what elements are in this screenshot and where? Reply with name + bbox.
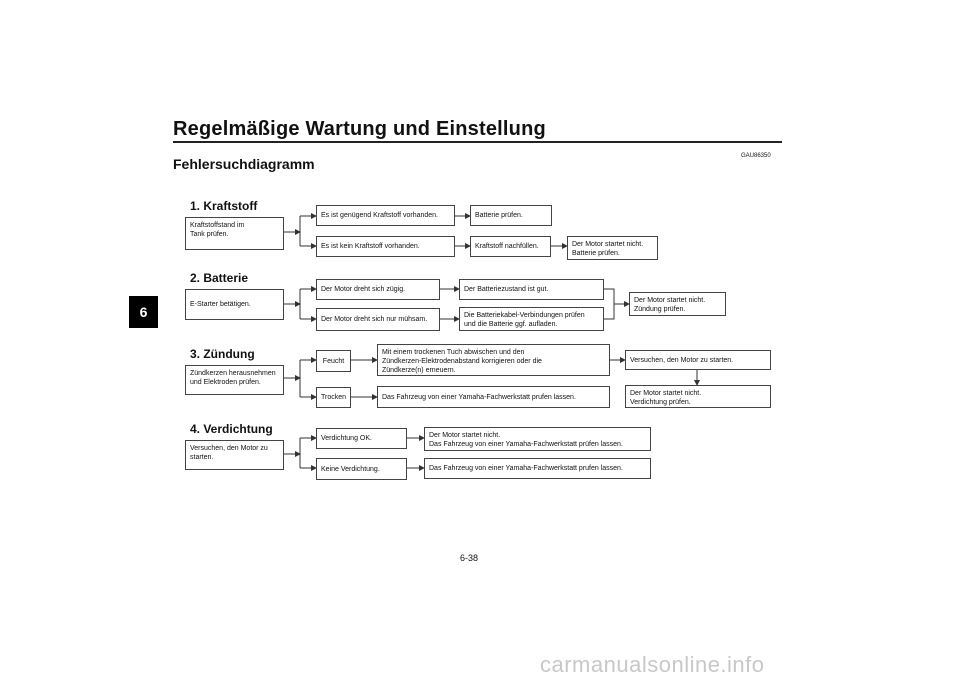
text-line: starten. <box>190 454 214 461</box>
box-label: Kraftstoff nachfüllen. <box>475 243 539 250</box>
text-line: Versuchen, den Motor zu <box>190 445 268 452</box>
document-code: GAU86350 <box>741 153 771 159</box>
box-batterie-no-next <box>459 307 604 331</box>
text-line: Der Motor startet nicht. <box>429 432 501 439</box>
box-zuendung-dry <box>316 387 351 408</box>
text-line: und Elektroden prüfen. <box>190 379 261 386</box>
box-label: Versuchen, den Motor zu starten. <box>630 356 734 364</box>
box-label: Batterie prüfen. <box>475 212 523 219</box>
box-verdichtung-ok-next <box>424 427 651 451</box>
box-label: Trocken <box>320 394 347 401</box>
box-kraftstoff-no <box>316 236 455 257</box>
box-label: Das Fahrzeug von einer Yamaha-Fachwerkstatt prufen lassen. <box>429 465 623 472</box>
box-kraftstoff-yes <box>316 205 455 226</box>
heading-batterie: 2. Batterie <box>190 271 249 285</box>
box-label: Keine Verdichtung. <box>321 465 380 473</box>
box-batterie-yes-next <box>459 279 604 300</box>
chapter-number: 6 <box>139 304 148 320</box>
heading-zuendung: 3. Zündung <box>190 347 255 361</box>
box-label: Es ist kein Kraftstoff vorhanden. <box>321 243 420 250</box>
section-subtitle: Fehlersuchdiagramm <box>173 156 315 172</box>
box-kraftstoff-start <box>185 217 284 250</box>
page-title: Regelmäßige Wartung und Einstellung <box>173 118 546 140</box>
text-line: Zündkerze(n) erneuern. <box>382 367 456 374</box>
box-label: Feucht <box>322 357 345 365</box>
box-zuendung-dry-next <box>377 386 610 408</box>
text-line: Zündung prüfen. <box>634 306 686 313</box>
box-label: Das Fahrzeug von einer Yamaha-Fachwerkstatt prufen lassen. <box>382 393 576 401</box>
box-verdichtung-ok <box>316 428 407 449</box>
box-kraftstoff-no-next <box>470 236 551 257</box>
box-label: Der Batteriezustand ist gut. <box>464 286 549 293</box>
box-zuendung-wet-next <box>377 344 610 376</box>
box-zuendung-start <box>185 365 284 395</box>
text-line: Kraftstoffstand im <box>190 222 245 229</box>
heading-kraftstoff: 1. Kraftstoff <box>190 199 258 213</box>
box-zuendung-final <box>625 385 771 408</box>
text-line: Mit einem trockenen Tuch abwischen und den <box>382 349 525 356</box>
box-verdichtung-none-next <box>424 458 651 479</box>
text-line: Das Fahrzeug von einer Yamaha-Fachwerkstatt prüfen lassen. <box>429 441 623 448</box>
box-label: Der Motor dreht sich nur mühsam. <box>321 316 428 323</box>
box-verdichtung-none <box>316 458 407 480</box>
box-verdichtung-start <box>185 440 284 470</box>
text-line: Der Motor startet nicht. <box>630 390 702 397</box>
box-batterie-result <box>629 292 726 316</box>
text-line: Die Batteriekabel-Verbindungen prüfen <box>464 312 585 319</box>
heading-verdichtung: 4. Verdichtung <box>190 422 273 436</box>
box-zuendung-wet <box>316 350 351 372</box>
box-batterie-yes <box>316 279 440 300</box>
merge-b <box>604 289 614 319</box>
box-kraftstoff-yes-next <box>470 205 552 226</box>
box-label: Verdichtung OK. <box>321 435 372 442</box>
text-line: Zündkerzen herausnehmen <box>190 370 276 377</box>
text-line: Tank prüfen. <box>190 231 229 238</box>
text-line: Zündkerzen-Elektrodenabstand korrigieren oder die <box>382 358 542 365</box>
box-batterie-no <box>316 308 440 331</box>
box-label: Der Motor dreht sich zügig. <box>321 286 406 293</box>
text-line: Batterie prüfen. <box>572 250 620 257</box>
text-line: Verdichtung prüfen. <box>630 399 691 406</box>
box-label: Es ist genügend Kraftstoff vorhanden. <box>321 212 439 219</box>
box-label: E-Starter betätigen. <box>190 301 251 308</box>
page-number: 6-38 <box>460 553 479 563</box>
text-line: Der Motor startet nicht. <box>634 297 706 304</box>
box-batterie-start <box>185 289 284 320</box>
watermark: carmanualsonline.info <box>540 652 765 677</box>
text-line: und die Batterie ggf. aufladen. <box>464 321 558 328</box>
box-kraftstoff-result <box>567 236 658 260</box>
box-zuendung-wet-result <box>625 350 771 370</box>
text-line: Der Motor startet nicht. <box>572 241 644 248</box>
